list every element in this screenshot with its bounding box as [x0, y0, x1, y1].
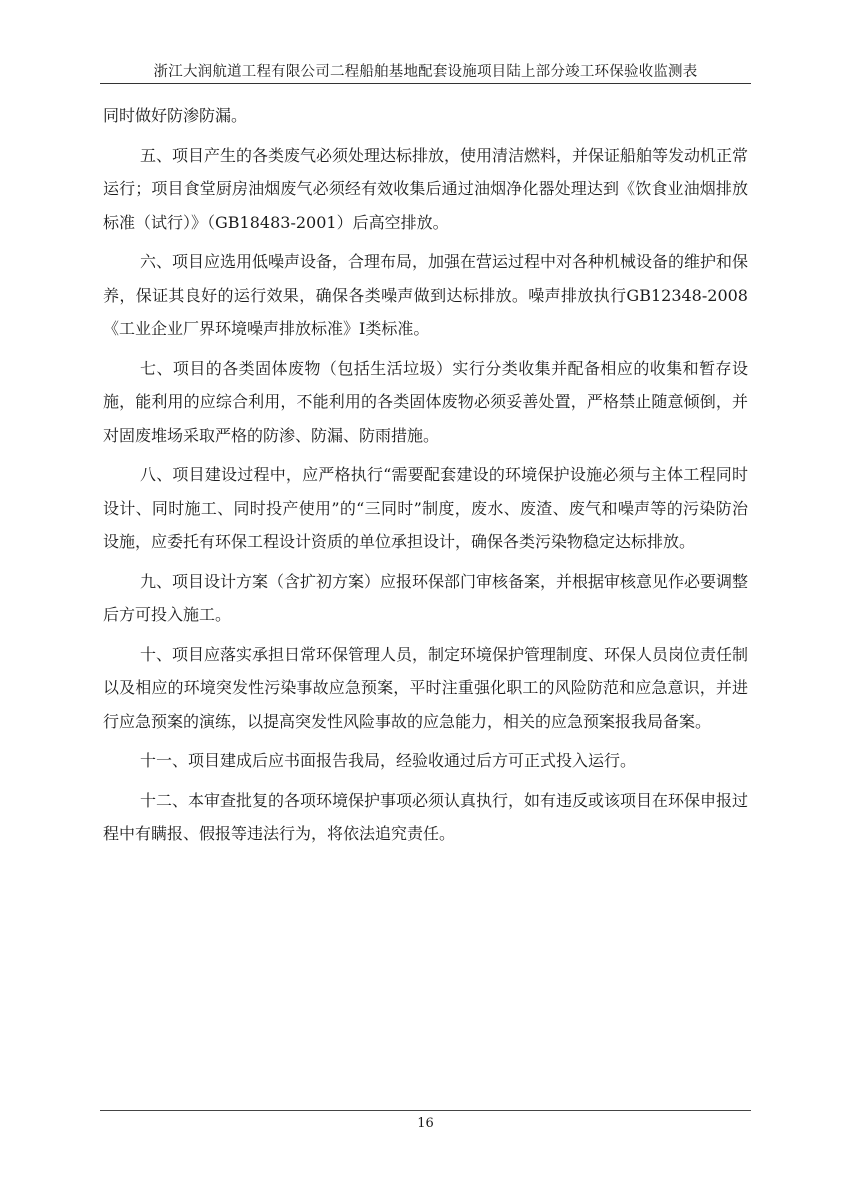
- footer-divider: [100, 1110, 751, 1111]
- paragraph-item-12: 十二、本审查批复的各项环境保护事项必须认真执行，如有违反或该项目在环保申报过程中有瞒报、假报等违法行为，将依法追究责任。: [103, 790, 749, 843]
- document-header-title: 浙江大润航道工程有限公司二程船舶基地配套设施项目陆上部分竣工环保验收监测表: [153, 64, 698, 80]
- paragraph-item-10: 十、项目应落实承担日常环保管理人员，制定环境保护管理制度、环保人员岗位责任制以及相应的环境突发性污染事故应急预案，平时注重强化职工的风险防范和应急意识，并进行应急预案的演练，以提高突发性风险事故的应急能力，相关的应急预案报我局备案。: [103, 644, 749, 731]
- paragraph-item-8: 八、项目建设过程中，应严格执行“需要配套建设的环境保护设施必须与主体工程同时设计、同时施工、同时投产使用”的“三同时”制度，废水、废渣、废气和噪声等的污染防治设施，应委托有环保工程设计资质的单位承担设计，确保各类污染物稳定达标排放。: [103, 465, 748, 551]
- paragraph-item-5: 五、项目产生的各类废气必须处理达标排放，使用清洁燃料，并保证船舶等发动机正常运行；项目食堂厨房油烟废气必须经有效收集后通过油烟净化器处理达到《饮食业油烟排放标准（试行）》（GB18483-2001）后高空排放。: [103, 145, 749, 232]
- document-body: [103, 99, 748, 857]
- paragraph-continuation: 同时做好防渗防漏。: [103, 106, 248, 125]
- paragraph-item-9: 九、项目设计方案（含扩初方案）应报环保部门审核备案，并根据审核意见作必要调整后方可投入施工。: [103, 571, 749, 624]
- paragraph-item-6: 六、项目应选用低噪声设备，合理布局，加强在营运过程中对各种机械设备的维护和保养，保证其良好的运行效果，确保各类噪声做到达标排放。噪声排放执行GB12348-2008《工业企业厂界环境噪声排放标准》Ⅰ类标准。: [103, 252, 749, 338]
- header-divider: [100, 83, 751, 84]
- paragraph-item-7: 七、项目的各类固体废物（包括生活垃圾）实行分类收集并配备相应的收集和暂存设施，能利用的应综合利用，不能利用的各类固体废物必须妥善处置，严格禁止随意倾倒，并对固废堆场采取严格的防渗、防漏、防雨措施。: [103, 358, 748, 445]
- paragraph-item-11: 十一、项目建成后应书面报告我局，经验收通过后方可正式投入运行。: [140, 751, 637, 770]
- page-number: 16: [417, 1116, 434, 1131]
